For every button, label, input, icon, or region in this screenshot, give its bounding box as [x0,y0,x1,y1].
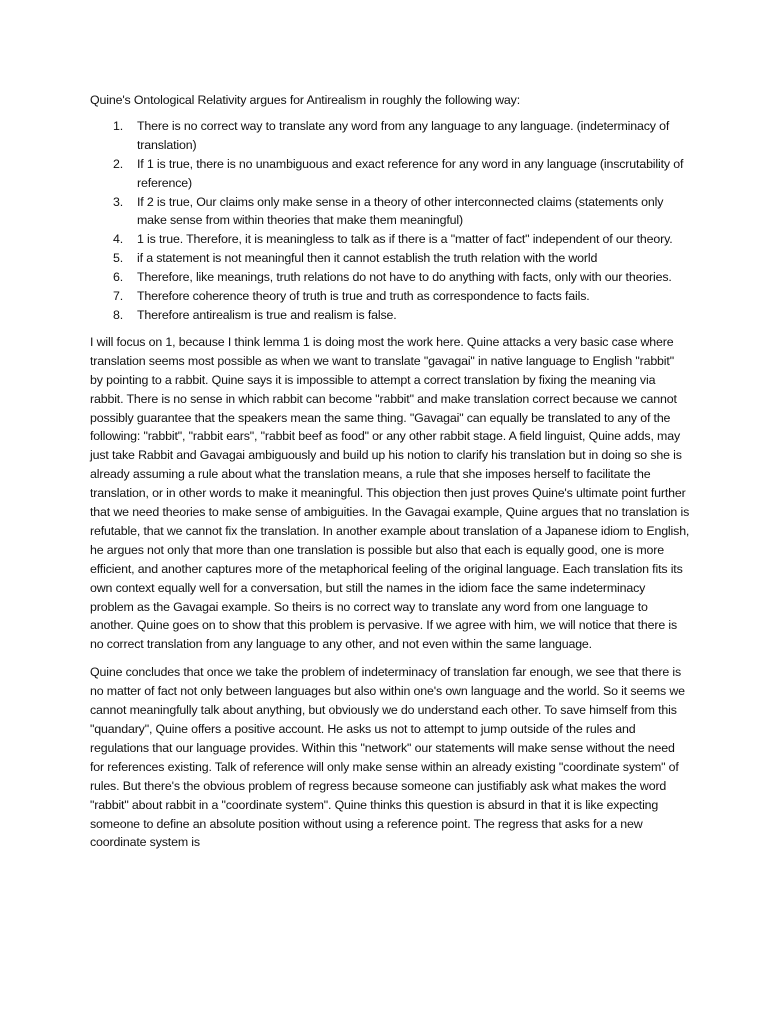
argument-step [90,287,690,306]
document-body [90,91,690,861]
body-paragraph: Quine concludes that once we take the problem of indeterminacy of translation far enough, we see that there is no matter of fact not only between languages but also within one's own language and the world. So it seems we cannot meaningfully talk about anything, but obviously we do understand each other. To save himself from this "quandary", Quine offers a positive account. He asks us not to attempt to jump outside of the rules and regulations that our language provides. Within this "network" our statements will make sense without the need for references existing. Talk of reference will only make sense within an already existing "coordinate system" of rules. But there's the obvious problem of regress because someone can justifiably ask what makes the word "rabbit" about rabbit in a "coordinate system". Quine thinks this question is absurd in that it is like expecting someone to define an absolute position without using a reference point. The regress that asks for a new coordinate system is [90,665,685,850]
step-text: Therefore, like meanings, truth relations do not have to do anything with facts, only with our theories. [137,270,672,285]
step-number: 8. [113,307,124,322]
intro-sentence: Quine's Ontological Relativity argues for Antirealism in roughly the following way: [90,93,520,107]
step-text: If 2 is true, Our claims only make sense in a theory of other interconnected claims (statements only make sense from within theories that make them meaningful) [137,194,664,228]
step-text: 1 is true. Therefore, it is meaningless to talk as if there is a "matter of fact" independent of our theory. [137,232,673,247]
step-number: 7. [113,289,124,304]
step-number: 3. [113,194,124,209]
argument-step [90,155,690,193]
step-number: 5. [113,251,124,266]
step-number: 2. [113,156,124,171]
argument-step [90,193,690,231]
body-paragraph: I will focus on 1, because I think lemma 1 is doing most the work here. Quine attacks a very basic case where translation seems most possible as when we want to translate "gavagai" in native language to English "rabbit" by pointing to a rabbit. Quine says it is impossible to attempt a correct translation by fixing the meaning via rabbit. There is no sense in which rabbit can become "rabbit" and make translation correct because we cannot possibly guarantee that the speakers mean the same thing. "Gavagai" can equally be translated to any of the following: "rabbit", "rabbit ears", "rabbit beef as food" or any other rabbit stage. A field linguist, Quine adds, may just take Rabbit and Gavagai ambiguously and build up his notion to clarify his translation but in doing so she is already assuming a rule about what the translation means, a rule that she imposes herself to facilitate the translation, or in other words to make it meaningful. This objection then just proves Quine's ultimate point further that we need theories to make sense of ambiguities. In the Gavagai example, Quine argues that no translation is refutable, that we cannot fix the translation. In another example about translation of a Japanese idiom to English, he argues not only that more than one translation is possible but also that each is equally good, one is more efficient, and another captures more of the metaphorical feeling of the original language. Each translation fits its own context equally well for a conversation, but still the names in the idiom face the same indeterminacy problem as the Gavagai example. So theirs is no correct way to translate any word from one language to another. Quine goes on to show that this problem is pervasive. If we agree with him, we will notice that there is no correct translation from any language to any other, and not even within the same language. [90,334,690,652]
argument-step [90,268,690,287]
step-number: 4. [113,232,124,247]
argument-steps-list [90,117,690,325]
step-text: Therefore antirealism is true and realism is false. [137,307,397,322]
step-text: There is no correct way to translate any word from any language to any language. (indeterminacy of translation) [137,118,670,152]
step-text: if a statement is not meaningful then it cannot establish the truth relation with the world [137,251,598,266]
argument-step [90,230,690,249]
step-number: 6. [113,270,124,285]
step-text: If 1 is true, there is no unambiguous and exact reference for any word in any language (inscrutability of reference) [137,156,684,190]
argument-step [90,249,690,268]
step-text: Therefore coherence theory of truth is true and truth as correspondence to facts fails. [137,289,590,304]
argument-step [90,306,690,325]
step-number: 1. [113,118,124,133]
argument-step [90,117,690,155]
